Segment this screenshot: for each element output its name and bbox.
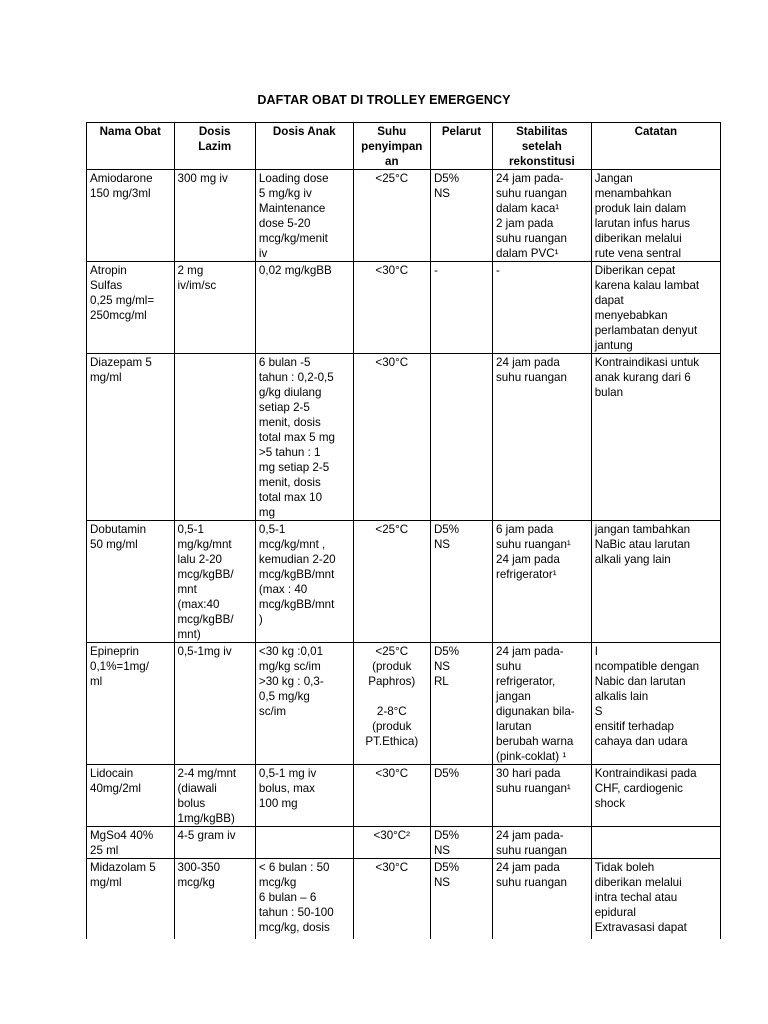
cell-catatan: Kontraindikasi pada CHF, cardiogenic shock bbox=[591, 765, 720, 827]
table-row bbox=[87, 170, 721, 262]
drug-table bbox=[86, 122, 721, 939]
cell-pelarut bbox=[430, 354, 492, 521]
cell-catatan: Tidak boleh diberikan melalui intra techal atau epidural Extravasasi dapat bbox=[591, 859, 720, 939]
cell-catatan: Kontraindikasi untuk anak kurang dari 6 bulan bbox=[591, 354, 720, 521]
cell-stabilitas: 24 jam pada suhu ruangan bbox=[493, 354, 592, 521]
cell-stabilitas: 24 jam pada suhu ruangan bbox=[493, 859, 592, 939]
cell-pelarut: D5% NS bbox=[430, 521, 492, 643]
cell-catatan: Jangan menambahkan produk lain dalam larutan infus harus diberikan melalui rute vena sentral bbox=[591, 170, 720, 262]
cell-dosis-lazim: 0,5-1mg iv bbox=[174, 643, 255, 765]
cell-stabilitas: 24 jam pada- suhu ruangan bbox=[493, 827, 592, 859]
cell-dosis-lazim bbox=[174, 354, 255, 521]
table-row bbox=[87, 859, 721, 939]
cell-stabilitas: 24 jam pada- suhu refrigerator, jangan digunakan bila- larutan berubah warna (pink-coklat) ¹ bbox=[493, 643, 592, 765]
cell-pelarut: D5% NS bbox=[430, 170, 492, 262]
table-row bbox=[87, 827, 721, 859]
cell-dosis-anak: 0,5-1 mg iv bolus, max 100 mg bbox=[255, 765, 353, 827]
cell-stabilitas: 30 hari pada suhu ruangan¹ bbox=[493, 765, 592, 827]
header-catatan: Catatan bbox=[591, 123, 720, 170]
cell-dosis-anak: 0,02 mg/kgBB bbox=[255, 262, 353, 354]
table-header-row bbox=[87, 123, 721, 170]
cell-pelarut: D5% NS RL bbox=[430, 643, 492, 765]
cell-pelarut: D5% bbox=[430, 765, 492, 827]
cell-stabilitas: 24 jam pada- suhu ruangan dalam kaca¹ 2 jam pada suhu ruangan dalam PVC¹ bbox=[493, 170, 592, 262]
cell-nama-obat: Atropin Sulfas 0,25 mg/ml= 250mcg/ml bbox=[87, 262, 175, 354]
cell-suhu: <25°C bbox=[353, 170, 430, 262]
cell-pelarut: D5% NS bbox=[430, 827, 492, 859]
cell-nama-obat: Diazepam 5 mg/ml bbox=[87, 354, 175, 521]
table-row bbox=[87, 765, 721, 827]
cell-nama-obat: Lidocain 40mg/2ml bbox=[87, 765, 175, 827]
cell-nama-obat: MgSo4 40% 25 ml bbox=[87, 827, 175, 859]
table-row bbox=[87, 521, 721, 643]
cell-stabilitas: - bbox=[493, 262, 592, 354]
cell-nama-obat: Dobutamin 50 mg/ml bbox=[87, 521, 175, 643]
header-dosis-anak: Dosis Anak bbox=[255, 123, 353, 170]
cell-dosis-lazim: 2 mg iv/im/sc bbox=[174, 262, 255, 354]
cell-dosis-anak: < 6 bulan : 50 mcg/kg 6 bulan – 6 tahun : 50-100 mcg/kg, dosis bbox=[255, 859, 353, 939]
cell-nama-obat: Epineprin 0,1%=1mg/ ml bbox=[87, 643, 175, 765]
header-stabilitas: Stabilitas setelah rekonstitusi bbox=[493, 123, 592, 170]
cell-suhu: <25°C (produk Paphros) 2-8°C (produk PT.Ethica) bbox=[353, 643, 430, 765]
cell-dosis-anak: Loading dose 5 mg/kg iv Maintenance dose 5-20 mcg/kg/menit iv bbox=[255, 170, 353, 262]
cell-pelarut: - bbox=[430, 262, 492, 354]
cell-dosis-anak: <30 kg :0,01 mg/kg sc/im >30 kg : 0,3- 0,5 mg/kg sc/im bbox=[255, 643, 353, 765]
table-row bbox=[87, 354, 721, 521]
cell-dosis-lazim: 0,5-1 mg/kg/mnt lalu 2-20 mcg/kgBB/ mnt (max:40 mcg/kgBB/ mnt) bbox=[174, 521, 255, 643]
cell-suhu: <30°C bbox=[353, 354, 430, 521]
table-row bbox=[87, 262, 721, 354]
cell-dosis-lazim: 4-5 gram iv bbox=[174, 827, 255, 859]
cell-dosis-anak: 6 bulan -5 tahun : 0,2-0,5 g/kg diulang setiap 2-5 menit, dosis total max 5 mg >5 tahun : 1 mg setiap 2-5 menit, dosis total max 10 mg bbox=[255, 354, 353, 521]
cell-dosis-anak: 0,5-1 mcg/kg/mnt , kemudian 2-20 mcg/kgBB/mnt (max : 40 mcg/kgBB/mnt ) bbox=[255, 521, 353, 643]
cell-suhu: <30°C bbox=[353, 765, 430, 827]
cell-suhu: <30°C² bbox=[353, 827, 430, 859]
page-title: DAFTAR OBAT DI TROLLEY EMERGENCY bbox=[257, 93, 511, 107]
cell-nama-obat: Amiodarone 150 mg/3ml bbox=[87, 170, 175, 262]
cell-stabilitas: 6 jam pada suhu ruangan¹ 24 jam pada refrigerator¹ bbox=[493, 521, 592, 643]
header-suhu-penyimpanan: Suhu penyimpan an bbox=[353, 123, 430, 170]
cell-pelarut: D5% NS bbox=[430, 859, 492, 939]
cell-nama-obat: Midazolam 5 mg/ml bbox=[87, 859, 175, 939]
cell-suhu: <25°C bbox=[353, 521, 430, 643]
cell-catatan: I ncompatible dengan Nabic dan larutan alkalis lain S ensitif terhadap cahaya dan udara bbox=[591, 643, 720, 765]
cell-dosis-lazim: 300 mg iv bbox=[174, 170, 255, 262]
cell-dosis-anak bbox=[255, 827, 353, 859]
header-pelarut: Pelarut bbox=[430, 123, 492, 170]
cell-catatan: jangan tambahkan NaBic atau larutan alkali yang lain bbox=[591, 521, 720, 643]
header-dosis-lazim: Dosis Lazim bbox=[174, 123, 255, 170]
table-row bbox=[87, 643, 721, 765]
cell-dosis-lazim: 300-350 mcg/kg bbox=[174, 859, 255, 939]
header-nama-obat: Nama Obat bbox=[87, 123, 175, 170]
cell-suhu: <30°C bbox=[353, 859, 430, 939]
cell-dosis-lazim: 2-4 mg/mnt (diawali bolus 1mg/kgBB) bbox=[174, 765, 255, 827]
cell-catatan bbox=[591, 827, 720, 859]
cell-suhu: <30°C bbox=[353, 262, 430, 354]
cell-catatan: Diberikan cepat karena kalau lambat dapat menyebabkan perlambatan denyut jantung bbox=[591, 262, 720, 354]
